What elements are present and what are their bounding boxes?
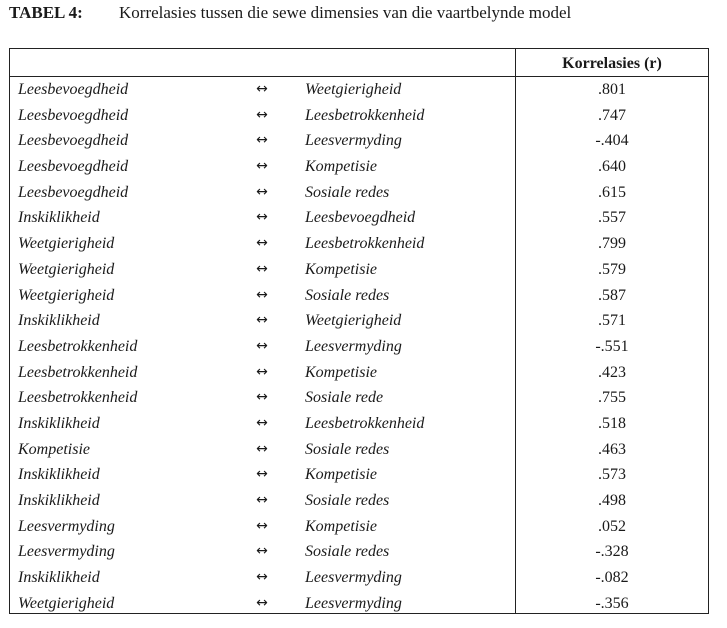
bidirectional-arrow-icon: ↔ [256,517,268,534]
variable-2: Kompetisie [305,260,377,278]
correlation-table [9,48,709,614]
table-row [10,283,708,309]
bidirectional-arrow-icon: ↔ [256,440,268,457]
bidirectional-arrow-icon: ↔ [256,543,268,560]
table-row [10,591,708,617]
variable-1: Inskiklikheid [18,492,100,509]
variable-2: Leesvermyding [305,569,402,587]
correlation-value: .423 [598,363,626,381]
variable-1: Leesbevoegdheid [18,81,129,98]
bidirectional-arrow-icon: ↔ [256,209,268,226]
variable-1: Weetgierigheid [18,286,115,304]
table-row [10,231,708,257]
bidirectional-arrow-icon: ↔ [256,235,268,252]
bidirectional-arrow-icon: ↔ [256,312,268,329]
bidirectional-arrow-icon: ↔ [256,389,268,406]
bidirectional-arrow-icon: ↔ [256,492,268,508]
variable-2: Sosiale redes [305,183,390,201]
correlation-value: .463 [598,440,626,458]
variable-1: Leesbevoegdheid [18,158,129,176]
correlation-value: -.551 [595,337,629,355]
table-row [10,360,708,386]
variable-2: Sosiale redes [305,543,390,561]
correlation-value: .587 [598,286,626,304]
variable-1: Kompetisie [18,440,90,458]
bidirectional-arrow-icon: ↔ [256,337,268,354]
bidirectional-arrow-icon: ↔ [256,414,268,431]
correlation-value: .518 [598,414,626,432]
table-row [10,180,708,206]
variable-2: Sosiale rede [305,389,384,407]
variable-1: Weetgierigheid [18,235,115,253]
bidirectional-arrow-icon: ↔ [256,363,268,380]
correlation-value: .615 [598,183,626,201]
variable-1: Leesbevoegdheid [18,106,129,124]
table-row [10,103,708,129]
table-title: Korrelasies tussen die sewe dimensies van die vaartbelynde model [119,3,572,22]
bidirectional-arrow-icon: ↔ [256,106,268,123]
bidirectional-arrow-icon: ↔ [256,81,268,97]
correlation-value: .755 [598,389,626,407]
table-row [10,257,708,283]
variable-1: Leesbetrokkenheid [18,389,138,407]
variable-2: Kompetisie [305,466,377,484]
variable-2: Sosiale redes [305,286,390,304]
variable-1: Inskiklikheid [18,209,100,227]
variable-2: Leesvermyding [305,594,402,612]
correlation-value: -.328 [595,543,629,561]
variable-2: Leesbetrokkenheid [305,106,425,124]
table-row [10,128,708,154]
correlation-value: .557 [598,209,626,227]
bidirectional-arrow-icon: ↔ [256,183,268,200]
table-row [10,437,708,463]
correlation-value: -.356 [595,594,629,612]
variable-1: Leesvermyding [18,517,115,535]
variable-2: Leesbetrokkenheid [305,414,425,432]
bidirectional-arrow-icon: ↔ [256,594,268,611]
correlation-value: .498 [598,492,626,509]
variable-1: Leesbevoegdheid [18,132,129,150]
correlation-value: .571 [598,312,626,330]
table-caption [9,3,571,23]
table-number: TABEL 4: [9,3,83,22]
correlation-value: -.082 [595,569,629,587]
table-row [10,205,708,231]
bidirectional-arrow-icon: ↔ [256,286,268,303]
correlation-value: .579 [598,260,626,278]
table-row [10,514,708,540]
bidirectional-arrow-icon: ↔ [256,158,268,175]
variable-2: Sosiale redes [305,492,390,509]
variable-2: Kompetisie [305,363,377,381]
variable-1: Inskiklikheid [18,414,100,432]
table-row [10,565,708,591]
table-row [10,77,708,103]
table-row [10,334,708,360]
variable-2: Weetgierigheid [305,81,402,98]
variable-2: Leesvermyding [305,337,402,355]
correlation-value: .052 [598,517,626,535]
correlation-value: .573 [598,466,626,484]
table-row [10,411,708,437]
bidirectional-arrow-icon: ↔ [256,569,268,586]
variable-2: Sosiale redes [305,440,390,458]
table-row [10,385,708,411]
table-row [10,308,708,334]
variable-2: Leesbevoegdheid [305,209,416,227]
table-header [10,49,708,77]
table-body [10,77,708,616]
variable-2: Leesvermyding [305,132,402,150]
bidirectional-arrow-icon: ↔ [256,132,268,149]
variable-2: Weetgierigheid [305,312,402,330]
table-row [10,539,708,565]
correlation-column-header: Korrelasies (r) [562,55,662,72]
variable-2: Kompetisie [305,517,377,535]
correlation-value: .640 [598,158,626,176]
correlation-value: .801 [598,81,626,98]
variable-1: Leesvermyding [18,543,115,561]
table-row [10,488,708,514]
bidirectional-arrow-icon: ↔ [256,260,268,277]
variable-2: Kompetisie [305,158,377,176]
variable-1: Inskiklikheid [18,466,100,484]
variable-1: Leesbetrokkenheid [18,337,138,355]
variable-2: Leesbetrokkenheid [305,235,425,253]
variable-1: Leesbetrokkenheid [18,363,138,381]
variable-1: Inskiklikheid [18,312,100,330]
bidirectional-arrow-icon: ↔ [256,466,268,483]
variable-1: Leesbevoegdheid [18,183,129,201]
variable-1: Weetgierigheid [18,260,115,278]
table-row [10,154,708,180]
variable-1: Weetgierigheid [18,594,115,612]
correlation-value: .799 [598,235,626,253]
variable-1: Inskiklikheid [18,569,100,587]
table-row [10,462,708,488]
correlation-value: .747 [598,106,626,124]
correlation-value: -.404 [595,132,629,150]
